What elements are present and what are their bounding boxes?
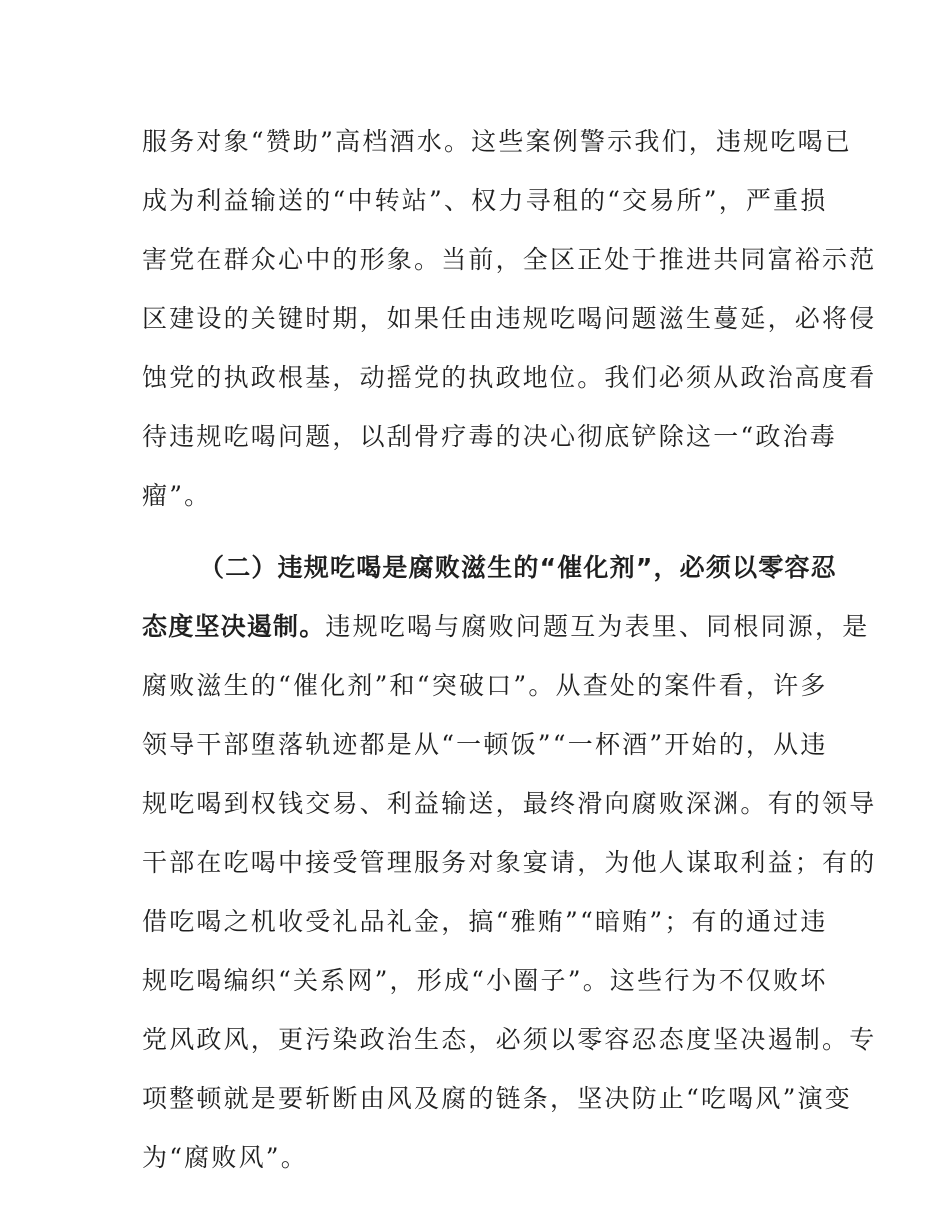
paragraph-2-line-5: 干部在吃喝中接受管理服务对象宴请，为他人谋取利益；有的 bbox=[142, 848, 877, 877]
paragraph-2-line-4: 规吃喝到权钱交易、利益输送，最终滑向腐败深渊。有的领导 bbox=[142, 789, 877, 818]
paragraph-2-line-9: 项整顿就是要斩断由风及腐的链条，坚决防止“吃喝风”演变 bbox=[142, 1084, 852, 1113]
paragraph-2-line-3: 领导干部堕落轨迹都是从“一顿饭”“一杯酒”开始的，从违 bbox=[142, 730, 828, 759]
paragraph-2-line-10: 为“腐败风”。 bbox=[142, 1143, 308, 1172]
paragraph-2-line-1-text: 违规吃喝与腐败问题互为表里、同根同源，是 bbox=[325, 612, 870, 641]
paragraph-1-line-7: 瘤”。 bbox=[142, 481, 212, 510]
paragraph-2-line-2: 腐败滋生的“催化剂”和“突破口”。从查处的案件看，许多 bbox=[142, 671, 828, 700]
paragraph-1-line-4: 区建设的关键时期，如果任由违规吃喝问题滋生蔓延，必将侵 bbox=[142, 304, 877, 333]
paragraph-1-line-3: 害党在群众心中的形象。当前，全区正处于推进共同富裕示范 bbox=[142, 245, 877, 274]
paragraph-1-line-1: 服务对象“赞助”高档酒水。这些案例警示我们，违规吃喝已 bbox=[142, 127, 852, 156]
paragraph-2-line-8: 党风政风，更污染政治生态，必须以零容忍态度坚决遏制。专 bbox=[142, 1025, 877, 1054]
paragraph-2-line-6: 借吃喝之机收受礼品礼金，搞“雅贿”“暗贿”；有的通过违 bbox=[142, 907, 828, 936]
paragraph-2-line-7: 规吃喝编织“关系网”，形成“小圈子”。这些行为不仅败坏 bbox=[142, 966, 828, 995]
paragraph-1-line-6: 待违规吃喝问题，以刮骨疗毒的决心彻底铲除这一“政治毒 bbox=[142, 422, 837, 451]
section-heading-line-2: 态度坚决遏制。 bbox=[142, 612, 326, 641]
paragraph-1-line-5: 蚀党的执政根基，动摇党的执政地位。我们必须从政治高度看 bbox=[142, 363, 877, 392]
section-heading-line-1: （二）违规吃喝是腐败滋生的“催化剂”，必须以零容忍 bbox=[199, 553, 837, 582]
paragraph-1-line-2: 成为利益输送的“中转站”、权力寻租的“交易所”，严重损 bbox=[142, 186, 828, 215]
paragraph-2-line-1 bbox=[142, 607, 870, 647]
